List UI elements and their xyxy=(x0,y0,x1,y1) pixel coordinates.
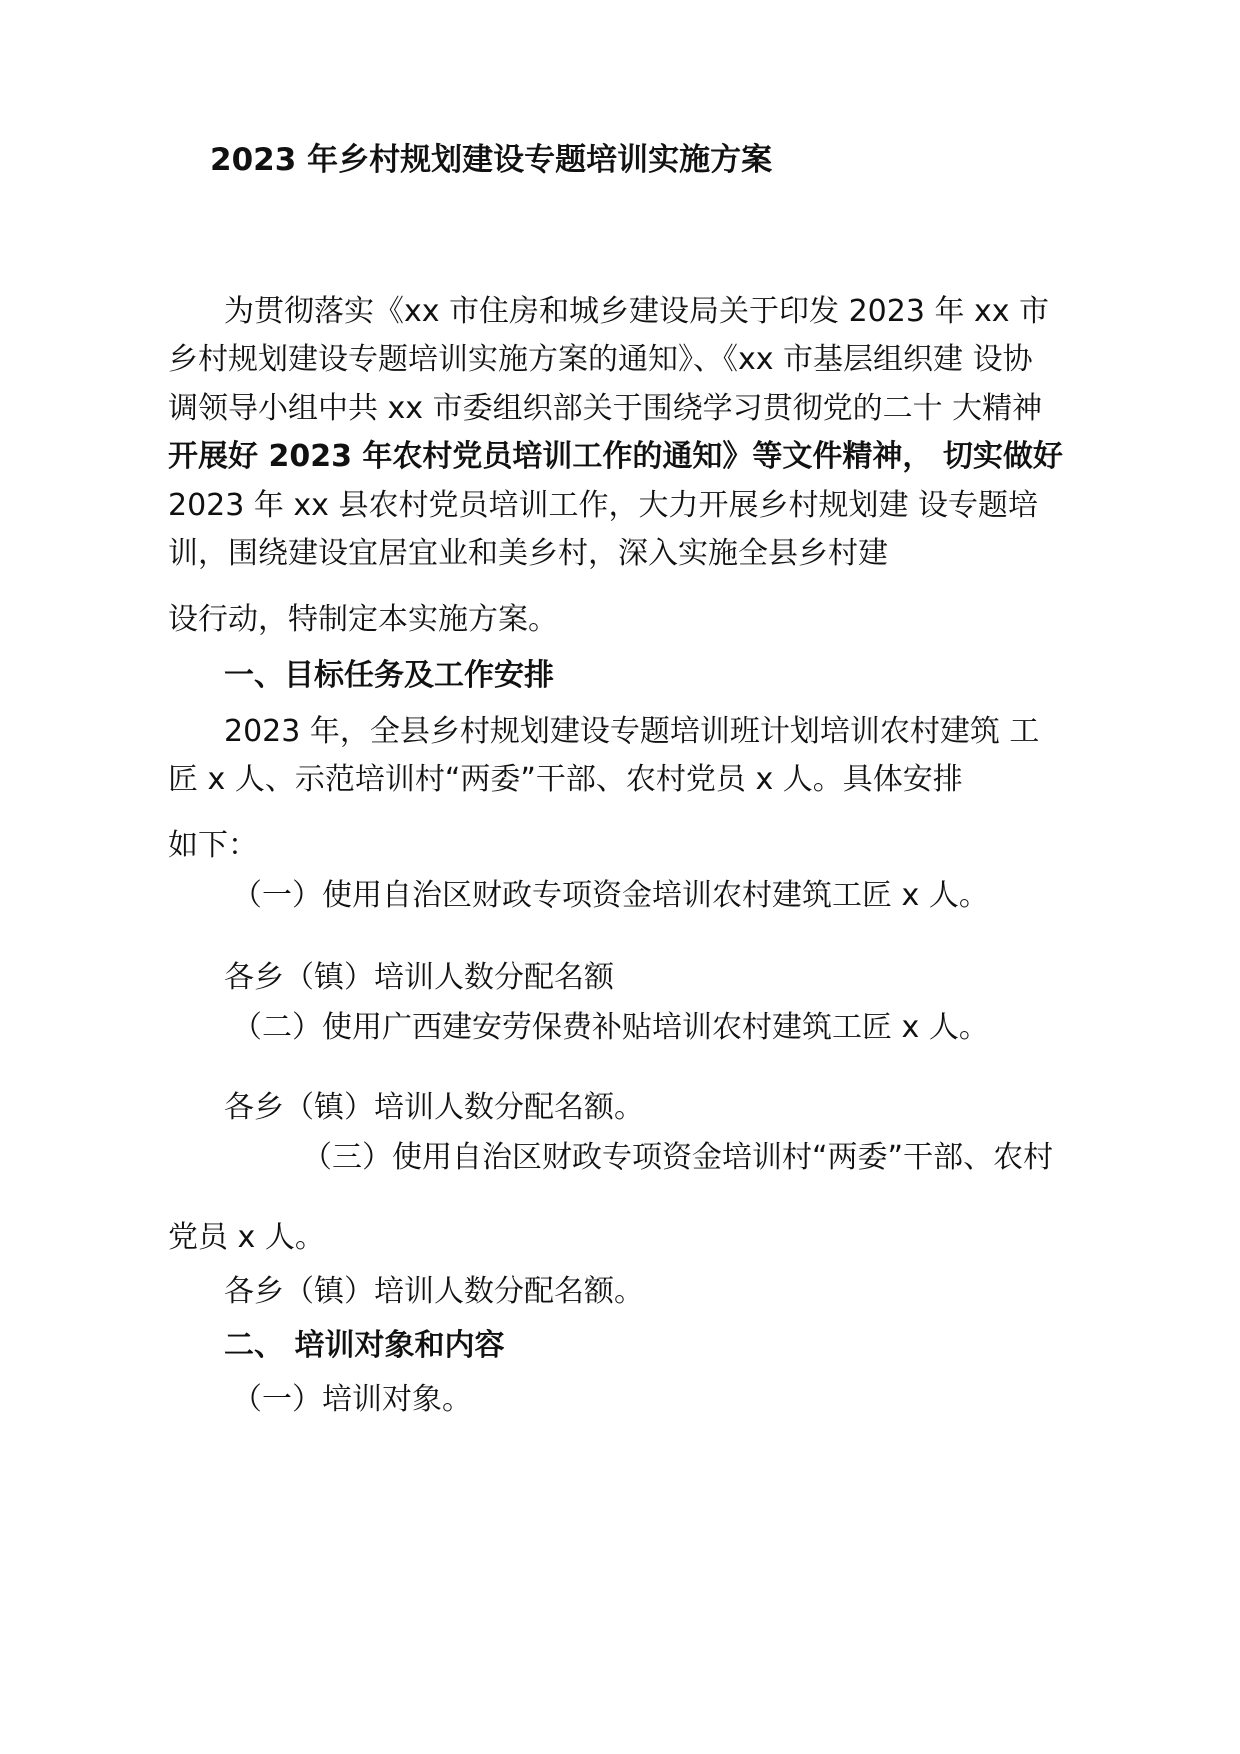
section-1-para-line-2: 匠 x 人、示范培训村“两委”干部、农村党员 x 人。具体安排 xyxy=(168,762,963,797)
section-1-item-1-note: 各乡（镇）培训人数分配名额 xyxy=(224,960,614,995)
section-1-item-2-note: 各乡（镇）培训人数分配名额。 xyxy=(224,1090,644,1125)
intro-line-4: 开展好 2023 年农村党员培训工作的通知》等文件精神， 切实做好 xyxy=(168,439,1063,474)
section-1-para-line-1: 2023 年，全县乡村规划建设专题培训班计划培训农村建筑 工 xyxy=(224,714,1040,749)
section-1-item-3-note: 各乡（镇）培训人数分配名额。 xyxy=(224,1274,644,1309)
section-2-item-1: （一）培训对象。 xyxy=(232,1382,472,1417)
section-1-para-line-3: 如下： xyxy=(168,828,258,863)
section-1-item-3-line-1: （三）使用自治区财政专项资金培训村“两委”干部、农村 xyxy=(302,1140,1054,1175)
intro-line-2: 乡村规划建设专题培训实施方案的通知》、《xx 市基层组织建 设协 xyxy=(168,342,1033,377)
section-1-item-3-line-2: 党员 x 人。 xyxy=(168,1220,325,1255)
intro-line-1: 为贯彻落实《xx 市住房和城乡建设局关于印发 2023 年 xx 市 xyxy=(224,294,1050,329)
intro-line-6: 训，围绕建设宜居宜业和美乡村，深入实施全县乡村建 xyxy=(168,536,888,571)
section-1-item-1: （一）使用自治区财政专项资金培训农村建筑工匠 x 人。 xyxy=(232,878,989,913)
section-2-heading: 二、 培训对象和内容 xyxy=(224,1328,505,1363)
section-1-heading: 一、目标任务及工作安排 xyxy=(224,658,554,693)
section-1-item-2: （二）使用广西建安劳保费补贴培训农村建筑工匠 x 人。 xyxy=(232,1010,989,1045)
intro-line-5: 2023 年 xx 县农村党员培训工作，大力开展乡村规划建 设专题培 xyxy=(168,488,1038,523)
intro-line-3: 调领导小组中共 xx 市委组织部关于围绕学习贯彻党的二十 大精神 xyxy=(168,391,1043,426)
document-title: 2023 年乡村规划建设专题培训实施方案 xyxy=(210,142,773,178)
intro-line-7: 设行动，特制定本实施方案。 xyxy=(168,602,558,637)
